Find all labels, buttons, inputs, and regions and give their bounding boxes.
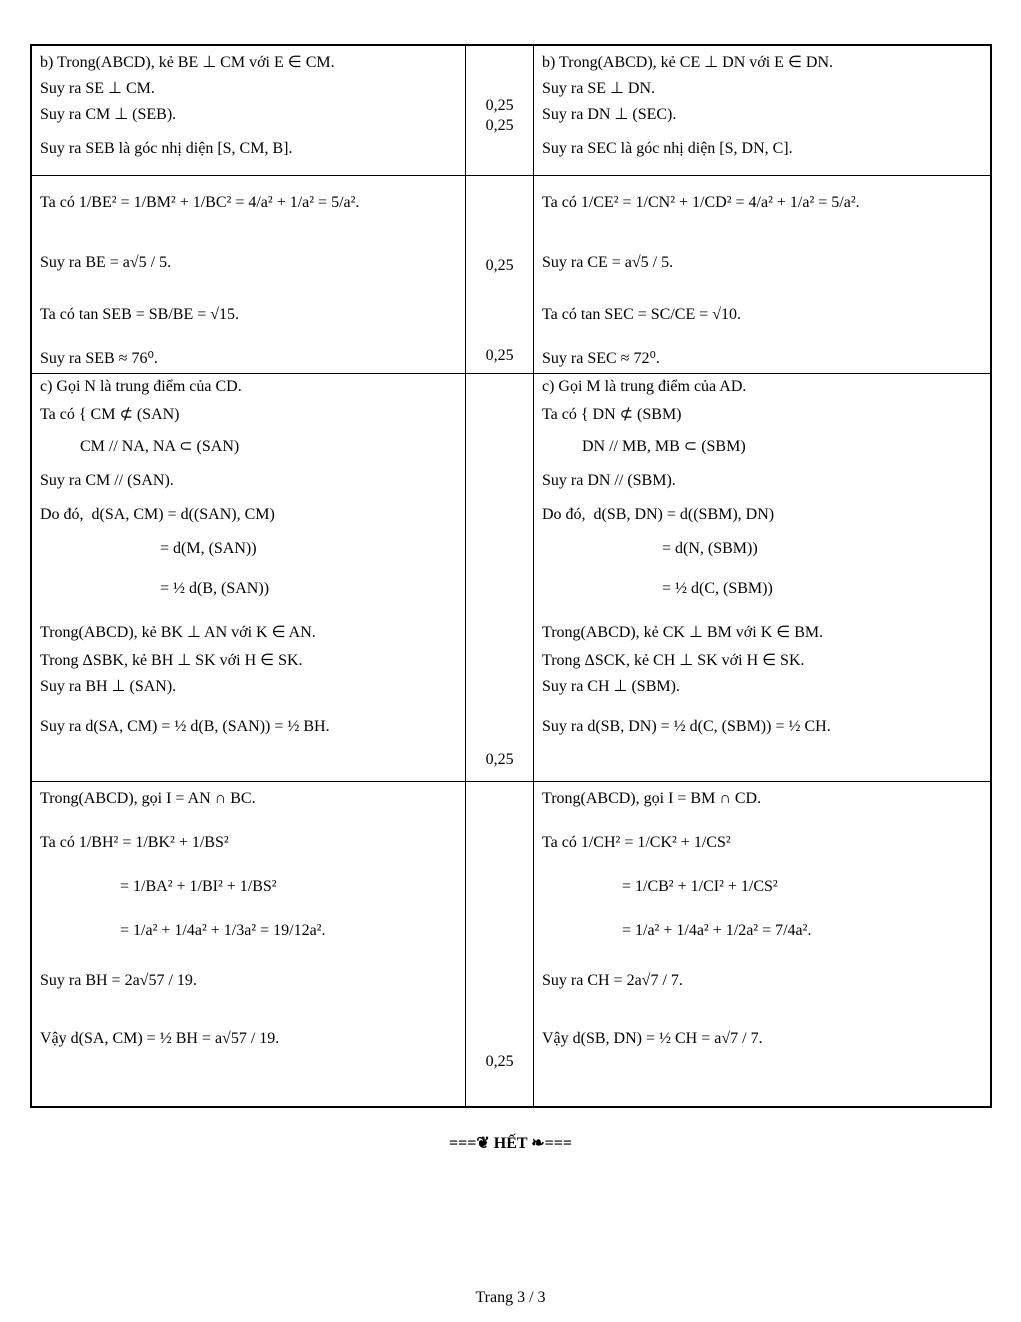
text-line: Suy ra CM ⊥ (SEB). (40, 106, 177, 123)
right-cell (533, 45, 991, 175)
text-line: Vậy d(SA, CM) = ½ BH = a√57 / 19. (40, 1029, 280, 1047)
right-cell (533, 175, 991, 373)
text-line: Suy ra CH ⊥ (SBM). (541, 677, 680, 695)
left-cell (31, 373, 466, 781)
text-line: Suy ra SEB ≈ 76⁰. (40, 349, 158, 367)
score: 0,25 (485, 256, 514, 274)
table-row (31, 781, 991, 1107)
text-line: CM // NA, NA ⊂ (SAN) (40, 437, 240, 455)
text-line: Trong ΔSBK, kẻ BH ⊥ SK với H ∈ SK. (40, 651, 303, 669)
table-row (31, 45, 991, 175)
text-line: Ta có 1/CH² = 1/CK² + 1/CS² (541, 833, 731, 851)
text-line: Vậy d(SB, DN) = ½ CH = a√7 / 7. (541, 1029, 763, 1047)
score-cell (466, 45, 534, 175)
text-line: Suy ra SEC là góc nhị diện [S, DN, C]. (541, 140, 793, 157)
text-line: Ta có 1/CE² = 1/CN² + 1/CD² = 4/a² + 1/a² = 5/a². (541, 193, 860, 211)
text-line: Ta có 1/BH² = 1/BK² + 1/BS² (40, 833, 229, 851)
text-line: Suy ra SEC ≈ 72⁰. (541, 349, 660, 367)
end-marker: ===❦ HẾT ❧=== (448, 1135, 572, 1152)
text-line: Do đó, d(SB, DN) = d((SBM), DN) (541, 505, 775, 523)
text-line: DN // MB, MB ⊂ (SBM) (541, 437, 746, 455)
text-line: c) Gọi M là trung điểm của AD. (541, 377, 747, 395)
text-line: Suy ra SEB là góc nhị diện [S, CM, B]. (40, 140, 293, 157)
score: 0,25 (485, 1052, 514, 1070)
text-line: Ta có tan SEB = SB/BE = √15. (40, 305, 240, 323)
right-cell (533, 781, 991, 1107)
score: 0,25 (485, 97, 514, 114)
score: 0,25 (485, 750, 514, 768)
table-row (31, 175, 991, 373)
left-cell (31, 45, 466, 175)
left-cell (31, 175, 466, 373)
text-line: Trong(ABCD), kẻ BK ⊥ AN với K ∈ AN. (40, 623, 316, 641)
text-line: Suy ra CE = a√5 / 5. (541, 253, 674, 271)
text-line: = ½ d(B, (SAN)) (40, 579, 270, 597)
text-line: Ta có 1/BE² = 1/BM² + 1/BC² = 4/a² + 1/a² = 5/a². (40, 193, 360, 211)
text-line: Do đó, d(SA, CM) = d((SAN), CM) (40, 505, 275, 523)
text-line: Suy ra CH = 2a√7 / 7. (541, 971, 683, 989)
score-cell (466, 175, 534, 373)
text-line: Trong(ABCD), gọi I = AN ∩ BC. (40, 789, 256, 807)
text-line: Suy ra SE ⊥ DN. (541, 80, 656, 97)
text-line: = d(N, (SBM)) (541, 539, 758, 557)
text-line: Suy ra BH = 2a√57 / 19. (40, 971, 197, 989)
text-line: = d(M, (SAN)) (40, 539, 257, 557)
score-cell (466, 373, 534, 781)
left-cell (31, 781, 466, 1107)
text-line: b) Trong(ABCD), kẻ CE ⊥ DN với E ∈ DN. (541, 54, 833, 71)
page-number: Trang 3 / 3 (475, 1289, 546, 1306)
score: 0,25 (485, 117, 514, 134)
text-line: Suy ra DN ⊥ (SEC). (541, 106, 677, 123)
text-line: Suy ra d(SA, CM) = ½ d(B, (SAN)) = ½ BH. (40, 717, 330, 735)
text-line: Trong(ABCD), gọi I = BM ∩ CD. (541, 789, 762, 807)
text-line: b) Trong(ABCD), kẻ BE ⊥ CM với E ∈ CM. (40, 54, 335, 71)
text-line: Suy ra d(SB, DN) = ½ d(C, (SBM)) = ½ CH. (541, 717, 831, 735)
text-line: Trong(ABCD), kẻ CK ⊥ BM với K ∈ BM. (541, 623, 824, 641)
text-line: = 1/a² + 1/4a² + 1/3a² = 19/12a². (40, 921, 326, 939)
text-line: = 1/a² + 1/4a² + 1/2a² = 7/4a². (541, 921, 812, 939)
right-cell (533, 373, 991, 781)
score-cell (466, 781, 534, 1107)
text-line: Ta có { CM ⊄ (SAN) (40, 405, 180, 423)
text-line: Ta có tan SEC = SC/CE = √10. (541, 305, 742, 323)
text-line: Suy ra BE = a√5 / 5. (40, 253, 172, 271)
text-line: = ½ d(C, (SBM)) (541, 579, 773, 597)
text-line: c) Gọi N là trung điểm của CD. (40, 377, 242, 395)
text-line: = 1/CB² + 1/CI² + 1/CS² (541, 877, 778, 895)
table-row (31, 373, 991, 781)
solution-table (30, 44, 992, 1108)
text-line: Ta có { DN ⊄ (SBM) (541, 405, 682, 423)
text-line: Suy ra CM // (SAN). (40, 471, 174, 489)
score: 0,25 (485, 346, 514, 364)
text-line: Suy ra DN // (SBM). (541, 471, 676, 489)
text-line: = 1/BA² + 1/BI² + 1/BS² (40, 877, 277, 895)
text-line: Suy ra SE ⊥ CM. (40, 80, 155, 97)
text-line: Suy ra BH ⊥ (SAN). (40, 677, 177, 695)
text-line: Trong ΔSCK, kẻ CH ⊥ SK với H ∈ SK. (541, 651, 805, 669)
